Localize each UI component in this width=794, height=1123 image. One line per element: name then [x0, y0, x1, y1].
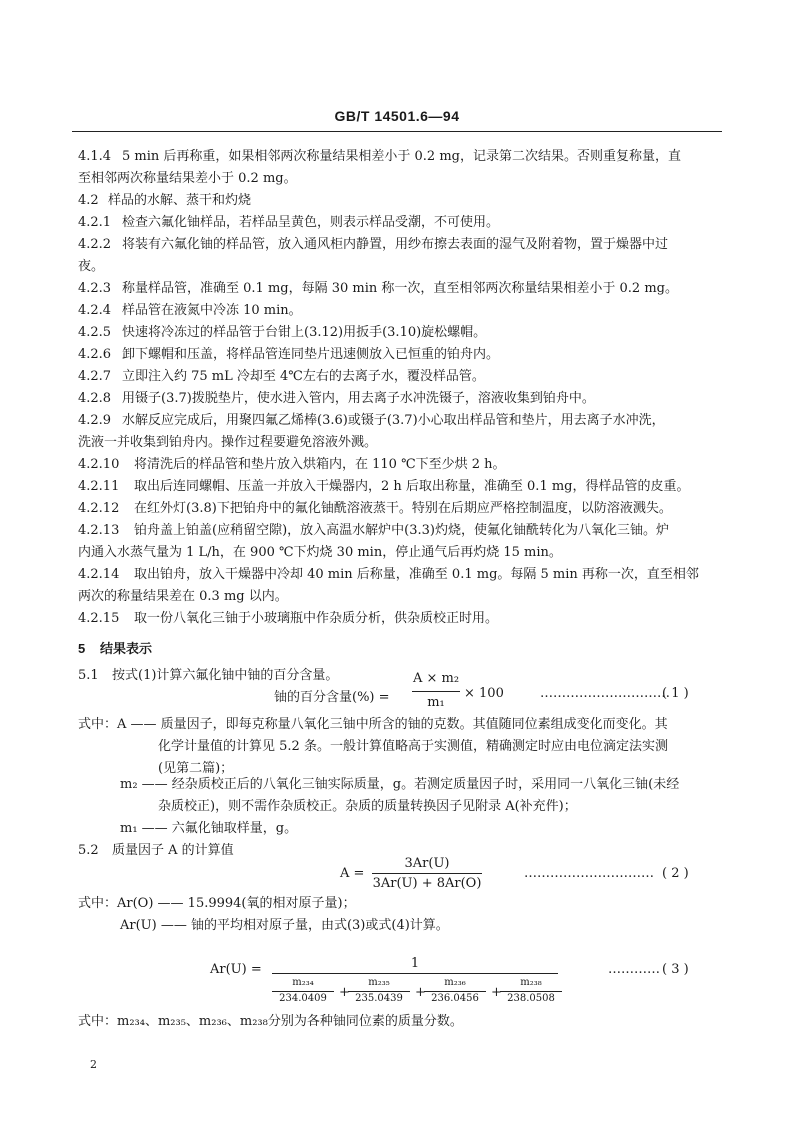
formula-3-number: ( 3 )	[662, 962, 689, 977]
formula-3-plus-3: +	[491, 985, 502, 1000]
clause-text: 质量因子 A 的计算值	[112, 843, 234, 858]
clause-number: 4.2.3	[78, 281, 112, 296]
clause-4-2-14-cont: 两次的称量结果差在 0.3 mg 以内。	[78, 589, 288, 604]
formula-2-lhs: A =	[340, 866, 365, 881]
clause-text: 称量样品管，准确至 0.1 mg，每隔 30 min 称一次，直至相邻两次称量结果相差小于 0.2 mg。	[122, 281, 678, 296]
clause-text: 水解反应完成后，用聚四氟乙烯棒(3.6)或镊子(3.7)小心取出样品管和垫片，用去离子水冲洗，	[122, 413, 665, 428]
clause-number: 4.2.13	[78, 523, 120, 538]
formula-3-term1-num: m₂₃₄	[292, 977, 314, 988]
formula-3-plus-2: +	[415, 985, 426, 1000]
clause-text: 取出铂舟，放入干燥器中冷却 40 min 后称量，准确至 0.1 mg。每隔 5 min 再称一次，直至相邻	[134, 567, 699, 582]
clause-text: 检查六氟化铀样品，若样品呈黄色，则表示样品受潮，不可使用。	[122, 215, 500, 230]
clause-4-2-2-cont: 夜。	[78, 259, 105, 274]
clause-text: 取一份八氧化三铀于小玻璃瓶中作杂质分析，供杂质校正时用。	[134, 611, 499, 626]
clause-number: 4.2.11	[78, 479, 120, 494]
formula-3-term2-num: m₂₃₅	[368, 977, 390, 988]
where-isotopes: 式中：m₂₃₄、m₂₃₅、m₂₃₆、m₂₃₈分别为各种铀同位素的质量分数。	[78, 1014, 463, 1029]
clause-4-2-9	[78, 412, 718, 429]
clause-text: 铂舟盖上铂盖(应稍留空隙)，放入高温水解炉中(3.3)灼烧，使氟化铀酰转化为八氧化三铀。炉	[134, 523, 669, 538]
clause-4-2-15	[78, 610, 718, 627]
clause-number: 4.2.14	[78, 567, 120, 582]
section-4-2	[78, 192, 718, 209]
clause-text: 按式(1)计算六氟化铀中铀的百分含量。	[112, 668, 339, 683]
clause-number: 4.2.8	[78, 391, 112, 406]
where-ArU: Ar(U) —— 铀的平均相对原子量，由式(3)或式(4)计算。	[120, 918, 449, 933]
formula-3-term2-bar	[348, 991, 410, 992]
clause-5-1	[78, 667, 718, 684]
where-A-cont-1: 化学计量值的计算见 5.2 条。一般计算值略高于实测值，精确测定时应由电位滴定法实测	[158, 739, 668, 754]
clause-4-2-7	[78, 368, 718, 385]
clause-number: 4.2.2	[78, 237, 112, 252]
clause-text: 样品管在液氮中冷冻 10 min。	[122, 303, 302, 318]
clause-number: 4.2.7	[78, 369, 112, 384]
formula-1-lhs: 铀的百分含量(%) =	[274, 690, 390, 705]
clause-text: 将清洗后的样品管和垫片放入烘箱内，在 110 ℃下至少烘 2 h。	[134, 457, 506, 472]
clause-text: 在红外灯(3.8)下把铂舟中的氟化铀酰溶液蒸干。特别在后期应严格控制温度，以防溶液溅失。	[134, 501, 672, 516]
section-title: 样品的水解、蒸干和灼烧	[108, 193, 252, 208]
standard-code-header: GB/T 14501.6—94	[334, 108, 460, 124]
formula-2-number: ( 2 )	[662, 866, 689, 881]
section-number: 4.2	[78, 193, 99, 208]
formula-3-term3-num: m₂₃₆	[444, 977, 466, 988]
where-m2-cont: 杂质校正)，则不需作杂质校正。杂质的质量转换因子见附录 A(补充件)；	[158, 799, 577, 814]
clause-number: 5.1	[78, 668, 99, 683]
formula-1-fraction-bar	[412, 691, 460, 692]
formula-3-term1-den: 234.0409	[279, 993, 327, 1004]
formula-1-number: ( 1 )	[662, 686, 689, 701]
clause-4-2-10	[78, 456, 718, 473]
formula-1-numerator: A × m₂	[412, 671, 460, 686]
clause-4-2-12	[78, 500, 718, 517]
clause-4-2-3	[78, 280, 718, 297]
clause-text: 用镊子(3.7)拨脱垫片，使水进入管内，用去离子水冲洗镊子，溶液收集到铂舟中。	[122, 391, 595, 406]
clause-number: 4.2.10	[78, 457, 120, 472]
formula-3-leader-dots: …………	[608, 962, 660, 977]
section-number: 5	[78, 641, 86, 656]
clause-4-1-4	[78, 148, 718, 165]
formula-3-term4-den: 238.0508	[507, 993, 555, 1004]
clause-number: 4.2.15	[78, 611, 120, 626]
formula-2-numerator: 3Ar(U)	[404, 856, 450, 871]
clause-4-2-13	[78, 522, 718, 539]
formula-2-fraction-bar	[372, 873, 482, 874]
clause-4-2-11	[78, 478, 718, 495]
clause-4-2-8	[78, 390, 718, 407]
formula-3-term3-bar	[424, 991, 486, 992]
formula-1-denominator: m₁	[427, 695, 445, 710]
clause-4-2-9-cont: 洗液一并收集到铂舟内。操作过程要避免溶液外溅。	[78, 435, 378, 450]
clause-4-2-13-cont: 内通入水蒸气量为 1 L/h，在 900 ℃下灼烧 30 min，停止通气后再灼烧 15 min。	[78, 545, 562, 560]
formula-2-leader-dots: …………………………	[524, 866, 654, 881]
clause-text: 卸下螺帽和压盖，将样品管连同垫片迅速侧放入已恒重的铂舟内。	[122, 347, 500, 362]
clause-4-1-4-cont: 至相邻两次称量结果差小于 0.2 mg。	[78, 171, 297, 186]
where-A-cont-2: (见第二篇)；	[158, 761, 234, 776]
clause-4-2-1	[78, 214, 718, 231]
clause-text: 取出后连同螺帽、压盖一并放入干燥器内，2 h 后取出称量，准确至 0.1 mg，得样品管的皮重。	[134, 479, 690, 494]
formula-3-lhs: Ar(U) =	[210, 962, 262, 977]
clause-number: 4.2.9	[78, 413, 112, 428]
formula-3-numerator: 1	[410, 956, 420, 971]
formula-2-denominator: 3Ar(U) + 8Ar(O)	[372, 876, 482, 891]
clause-text: 快速将冷冻过的样品管于台钳上(3.12)用扳手(3.10)旋松螺帽。	[122, 325, 487, 340]
formula-3-term4-num: m₂₃₈	[520, 977, 542, 988]
clause-4-2-6	[78, 346, 718, 363]
header-rule	[72, 131, 722, 132]
clause-number: 4.2.12	[78, 501, 120, 516]
clause-number: 4.1.4	[78, 149, 112, 164]
formula-1-multiplier: × 100	[464, 686, 504, 701]
where-A: 式中：A —— 质量因子，即每克称量八氧化三铀中所含的铀的克数。其值随同位素组成变化而变化。其	[78, 717, 668, 732]
clause-text: 立即注入约 75 mL 冷却至 4℃左右的去离子水，覆没样品管。	[122, 369, 485, 384]
page-number: 2	[90, 1058, 97, 1071]
clause-number: 4.2.4	[78, 303, 112, 318]
section-5	[78, 640, 718, 657]
clause-text: 5 min 后再称重，如果相邻两次称量结果相差小于 0.2 mg，记录第二次结果。否则重复称量，直	[122, 149, 681, 164]
clause-text: 将装有六氟化铀的样品管，放入通风柜内静置，用纱布擦去表面的湿气及附着物，置于燥器中过	[122, 237, 669, 252]
clause-4-2-14	[78, 566, 718, 583]
formula-1-leader-dots: …………………………	[540, 686, 670, 701]
formula-3-term1-bar	[272, 991, 334, 992]
clause-number: 4.2.1	[78, 215, 112, 230]
formula-3-plus-1: +	[339, 985, 350, 1000]
where-m2: m₂ —— 经杂质校正后的八氧化三铀实际质量，g。若测定质量因子时，采用同一八氧化三铀(未经	[120, 777, 680, 792]
formula-3-term4-bar	[500, 991, 562, 992]
clause-4-2-5	[78, 324, 718, 341]
where-m1: m₁ —— 六氟化铀取样量，g。	[120, 821, 298, 836]
clause-number: 5.2	[78, 843, 99, 858]
section-title: 结果表示	[100, 641, 153, 656]
where-ArO: 式中：Ar(O) —— 15.9994(氧的相对原子量)；	[78, 896, 356, 911]
clause-4-2-4	[78, 302, 718, 319]
formula-3-term2-den: 235.0439	[355, 993, 403, 1004]
clause-number: 4.2.5	[78, 325, 112, 340]
formula-3-main-bar	[272, 973, 558, 974]
formula-3-term3-den: 236.0456	[431, 993, 479, 1004]
clause-number: 4.2.6	[78, 347, 112, 362]
clause-4-2-2	[78, 236, 718, 253]
